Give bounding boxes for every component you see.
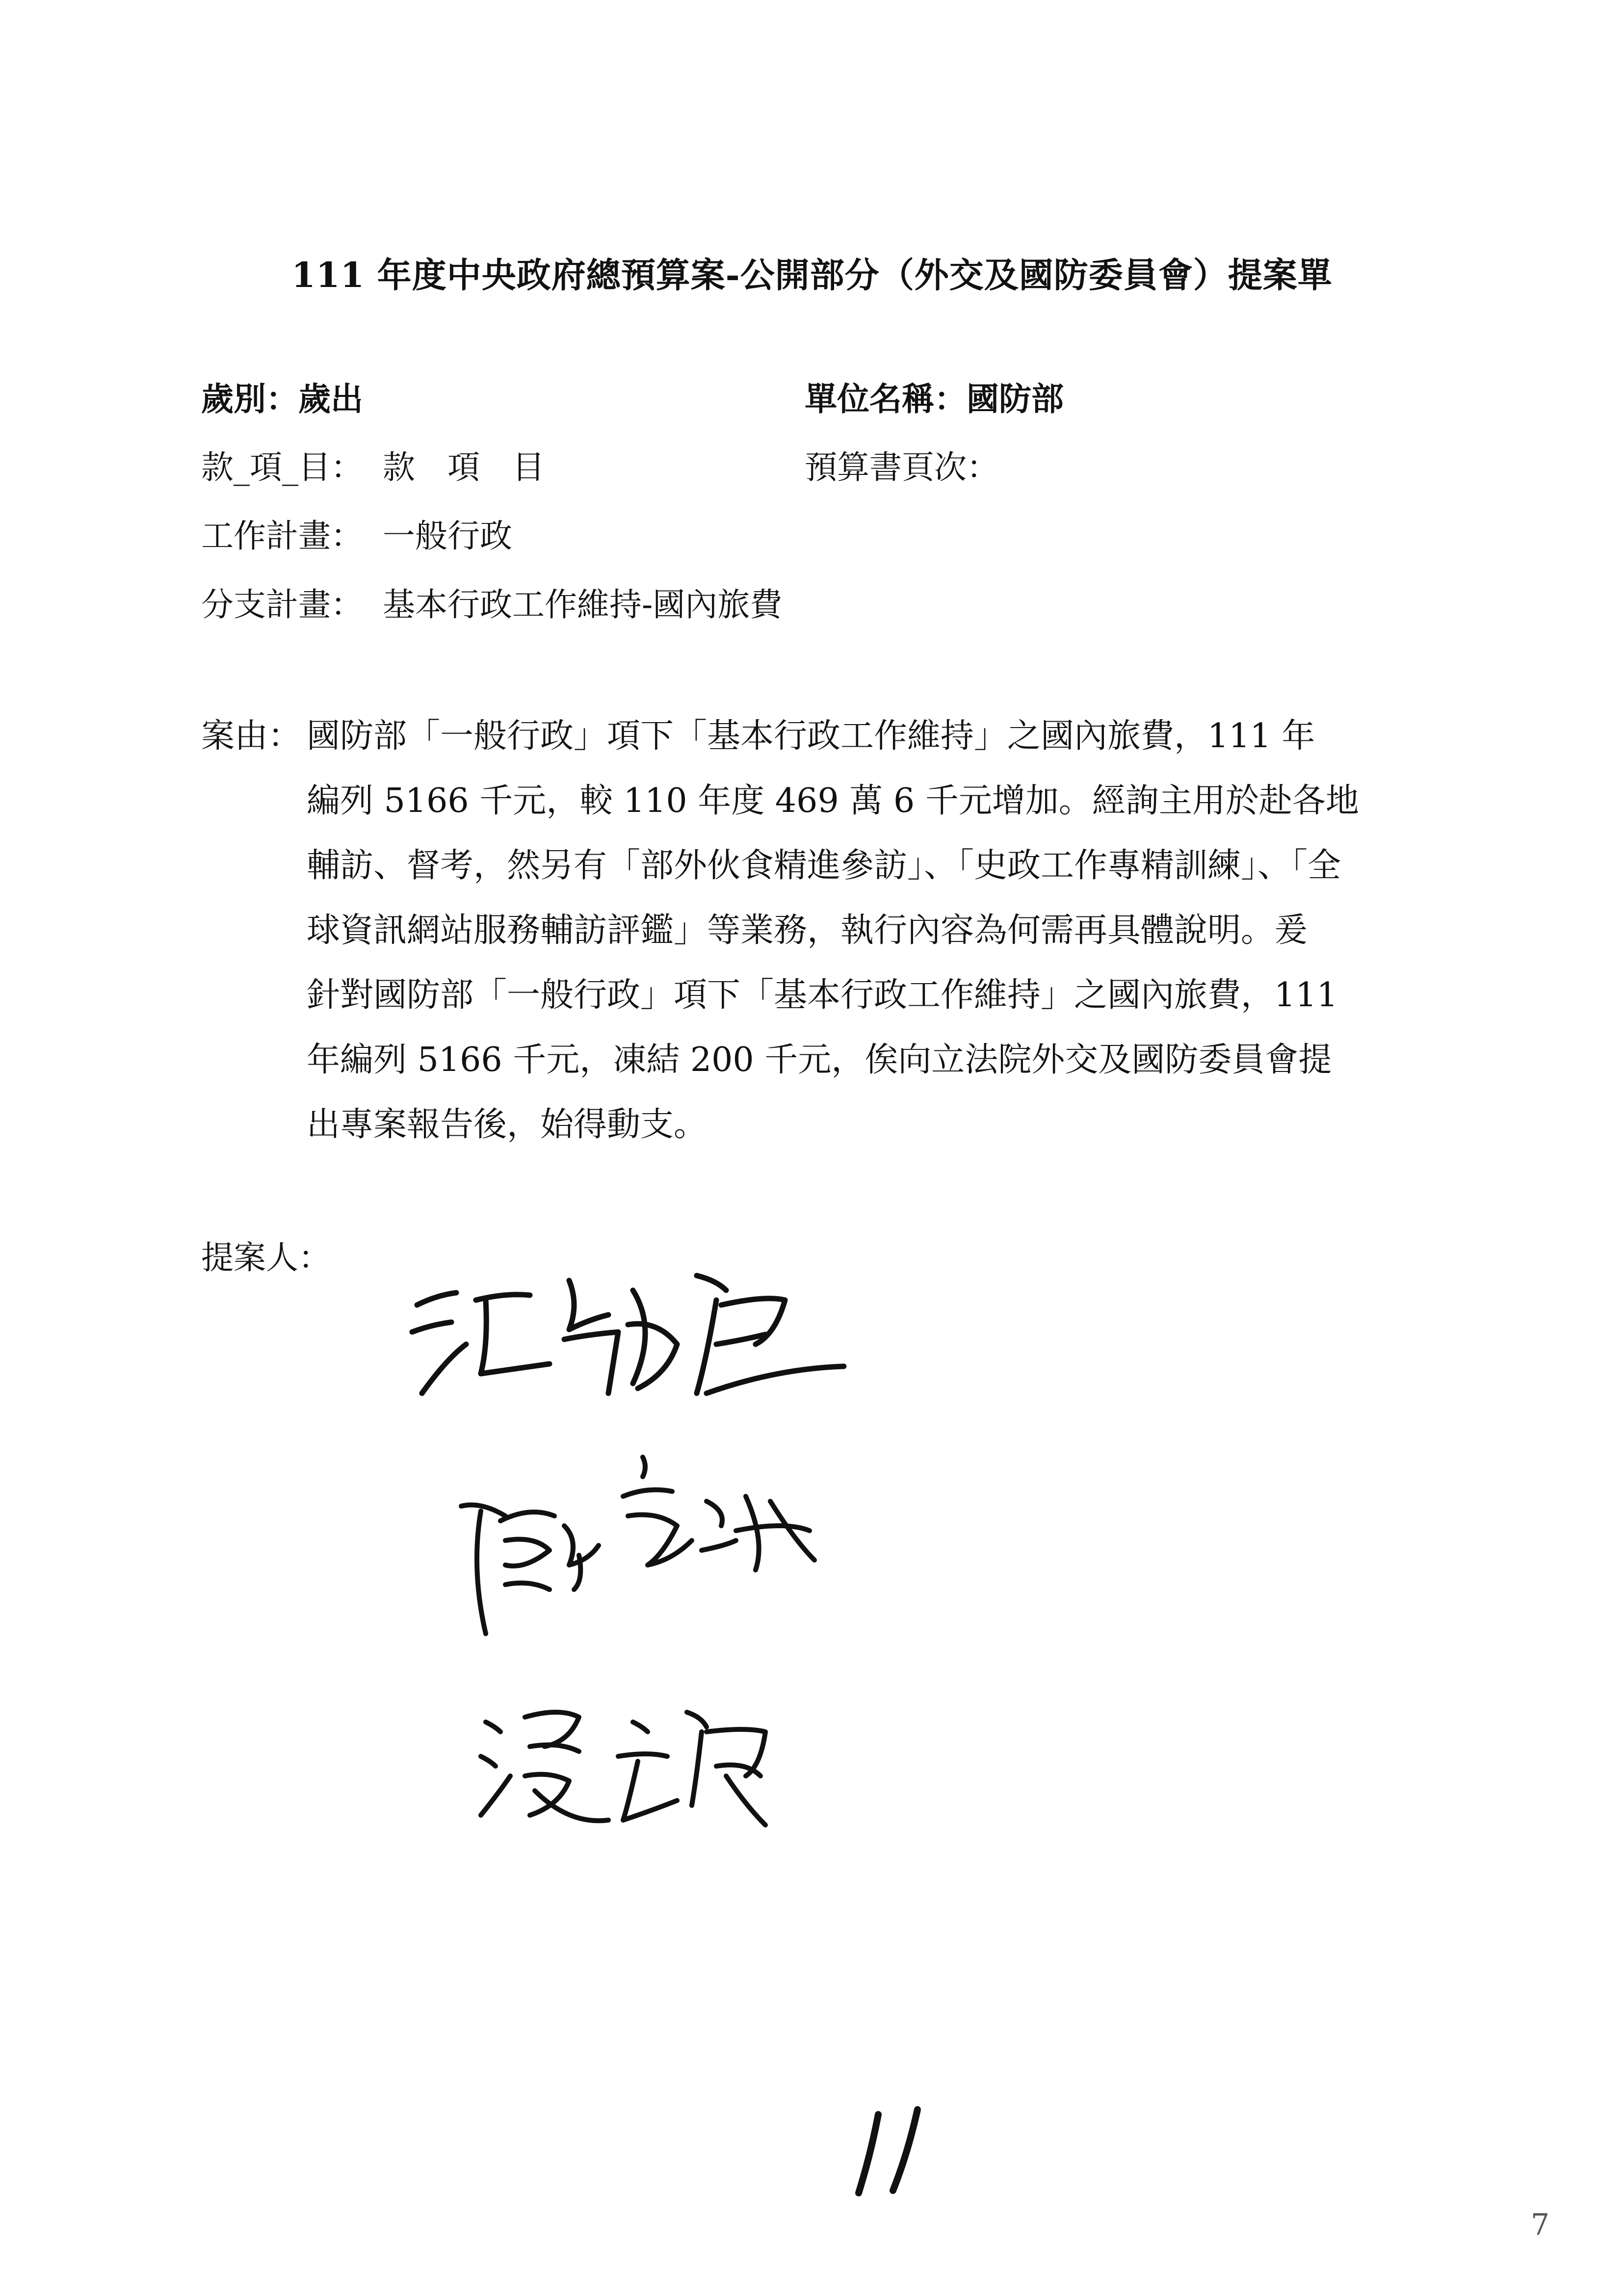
reason-line: 球資訊網站服務輔訪評鑑」等業務，執行內容為何需再具體說明。爰 (307, 911, 1308, 950)
reason-line: 輔訪、督考，然另有「部外伙食精進參訪」、「史政工作專精訓練」、「全 (307, 846, 1341, 885)
category-field (201, 380, 363, 418)
reason-label: 案由： (201, 717, 302, 756)
branch-plan-value: 基本行政工作維持-國內旅費 (383, 586, 783, 624)
handwritten-11-ink (844, 2105, 932, 2203)
reason-line: 針對國防部「一般行政」項下「基本行政工作維持」之國內旅費，111 (307, 976, 1338, 1015)
unit-value: 國防部 (967, 380, 1064, 418)
work-plan-label: 工作計畫： (201, 517, 363, 555)
proposer-label: 提案人： (201, 1239, 331, 1277)
branch-plan-label: 分支計畫： (201, 586, 363, 624)
page-ref-field (805, 448, 999, 486)
item-label: 款_項_目： (201, 448, 363, 486)
work-plan-field (201, 517, 512, 555)
signature-1 (402, 1246, 883, 1408)
item-value: 款 項 目 (383, 448, 545, 486)
reason-section (201, 704, 1457, 1157)
reason-line: 年編列 5166 千元，凍結 200 千元，俟向立法院外交及國防委員會提 (307, 1041, 1332, 1079)
category-label: 歲別： (201, 380, 298, 418)
category-value: 歲出 (298, 380, 363, 418)
reason-body (307, 704, 1457, 1157)
signature-3 (471, 1678, 844, 1854)
reason-line: 國防部「一般行政」項下「基本行政工作維持」之國內旅費，111 年 (307, 717, 1315, 756)
signature-2-ink (451, 1442, 844, 1658)
work-plan-value: 一般行政 (383, 517, 512, 555)
handwritten-sheet-number (844, 2105, 932, 2205)
page-number: 7 (1531, 2208, 1550, 2242)
branch-plan-field (201, 586, 783, 624)
document-title: 111 年度中央政府總預算案-公開部分（外交及國防委員會）提案單 (291, 255, 1333, 295)
signature-1-ink (402, 1246, 883, 1408)
unit-label: 單位名稱： (805, 380, 967, 418)
reason-line: 編列 5166 千元，較 110 年度 469 萬 6 千元增加。經詢主用於赴各地 (307, 782, 1359, 820)
item-field (201, 448, 545, 486)
signature-2 (451, 1442, 844, 1658)
page-ref-label: 預算書頁次： (805, 448, 999, 486)
reason-line: 出專案報告後，始得動支。 (307, 1105, 707, 1144)
unit-field (805, 380, 1064, 418)
signature-3-ink (471, 1678, 844, 1854)
